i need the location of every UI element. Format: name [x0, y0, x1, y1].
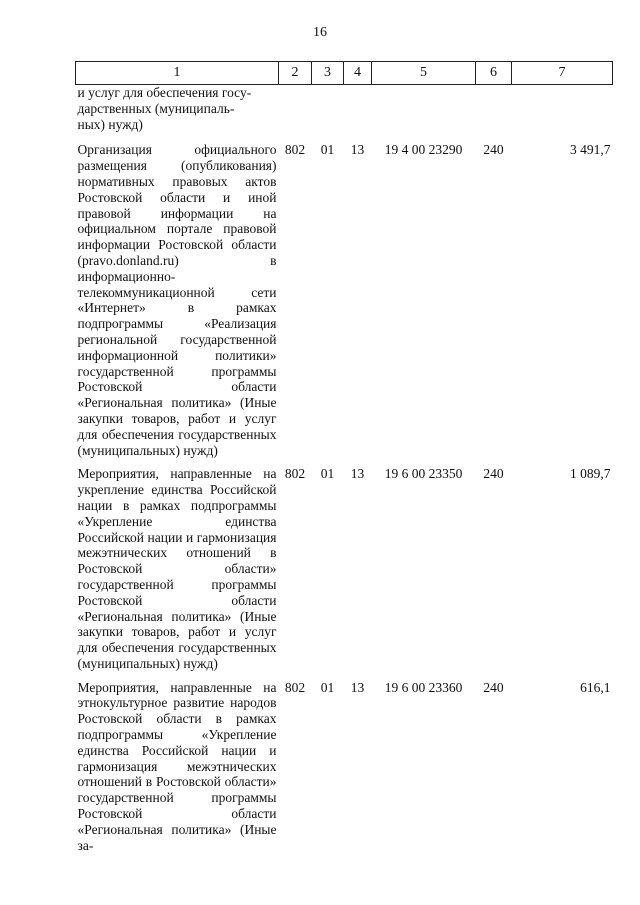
cell-gr: 802 — [284, 679, 306, 695]
cell-rz: 01 — [320, 466, 335, 482]
row-description: Мероприятия, направленные на этнокультурное развитие народов Ростовской области в рамках подпрограммы «Укрепление единства Российской нации и гармонизация межэтнических отношений в Ростовской области» государственной программы Ростовской области «Региональная политика» (Иные за- — [77, 679, 277, 853]
cell-rz: 01 — [320, 142, 335, 158]
header-row — [76, 62, 613, 85]
column-header: 2 — [279, 62, 312, 85]
cell-csr — [372, 85, 476, 143]
cell-gr: 802 — [284, 466, 306, 482]
cell-csr: 19 4 00 23290 — [384, 142, 463, 158]
cell-pr: 13 — [350, 466, 365, 482]
cell-pr: 13 — [350, 679, 365, 695]
row-description: Организация официального размещения (опубликования) нормативных правовых актов Ростовской области и иной правовой информации на официальном портале правовой информации Ростовской области (pravo.donland.ru) в информационно-телекоммуникационной сети «Интернет» в рамках подпрограммы «Реализация региональной государственной информационной политики» государственной программы Ростовской области «Региональная политика» (Иные закупки товаров, работ и услуг для обеспечения государственных (муниципальных) нужд) — [77, 142, 277, 458]
column-header: 3 — [312, 62, 344, 85]
cell-csr: 19 6 00 23360 — [384, 679, 463, 695]
cell-rz: 01 — [320, 679, 335, 695]
row-description: и услуг для обеспечения госу- дарственных (муниципаль- ных) нужд) — [77, 85, 252, 132]
page-number: 16 — [313, 25, 327, 40]
cell-rz — [312, 85, 344, 143]
cell-pr — [344, 85, 372, 143]
table-row — [76, 680, 613, 862]
cell-gr — [279, 85, 312, 143]
cell-pr: 13 — [350, 142, 365, 158]
cell-vr: 240 — [483, 142, 504, 158]
table-row — [76, 85, 613, 143]
column-header: 7 — [512, 62, 613, 85]
budget-table — [75, 61, 613, 861]
cell-vr: 240 — [483, 679, 504, 695]
cell-sum: 1 089,7 — [570, 466, 611, 482]
column-header: 6 — [476, 62, 512, 85]
cell-sum — [512, 85, 613, 143]
cell-csr: 19 6 00 23350 — [384, 466, 463, 482]
column-header: 5 — [372, 62, 476, 85]
cell-gr: 802 — [284, 142, 306, 158]
column-header: 1 — [76, 62, 279, 85]
column-header: 4 — [344, 62, 372, 85]
cell-sum: 3 491,7 — [570, 142, 611, 158]
table-row — [76, 142, 613, 466]
row-description: Мероприятия, направленные на укрепление единства Российской нации в рамках подпрограммы «Укрепление единства Российской нации и гармонизация межэтнических отношений в Ростовской области» государственной программы Ростовской области «Региональная политика» (Иные закупки товаров, работ и услуг для обеспечения государственных (муниципальных) нужд) — [77, 466, 277, 671]
cell-sum: 616,1 — [580, 679, 611, 695]
cell-vr — [476, 85, 512, 143]
table-row — [76, 466, 613, 679]
cell-vr: 240 — [483, 466, 504, 482]
